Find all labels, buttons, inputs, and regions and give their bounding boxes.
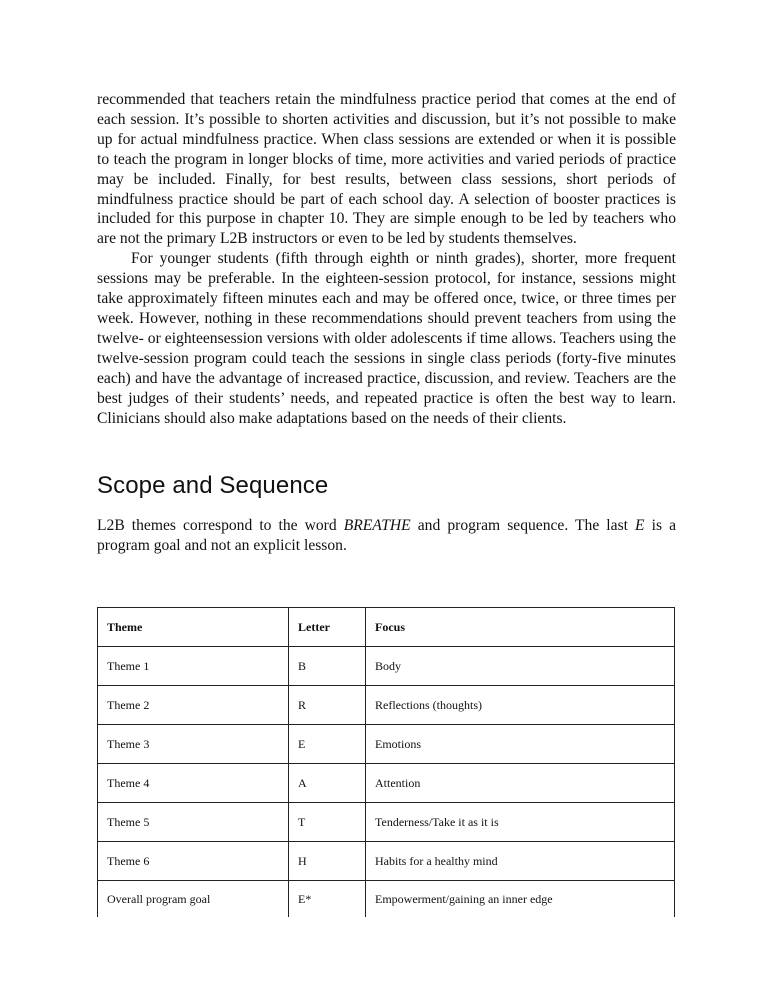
cell-focus: Reflections (thoughts)	[366, 686, 675, 725]
cell-theme: Theme 6	[98, 842, 289, 881]
themes-table	[97, 607, 675, 917]
intro-text-1: L2B themes correspond to the word	[97, 517, 344, 535]
header-theme: Theme	[98, 608, 289, 647]
table-row	[98, 881, 675, 918]
section-intro	[97, 516, 676, 556]
cell-theme: Theme 5	[98, 803, 289, 842]
cell-letter: A	[289, 764, 366, 803]
body-paragraph-2: For younger students (fifth through eighth or ninth grades), shorter, more frequent sessions may be preferable. In the eighteen-session protocol, for instance, sessions might take approximately fifteen minutes each and may be offered once, twice, or three times per week. However, nothing in these recommendations should prevent teachers from using the twelve- or eighteensession versions with older adolescents if time allows. Teachers using the twelve-session program could teach the sessions in single class periods (forty-five minutes each) and have the advantage of increased practice, discussion, and review. Teachers are the best judges of their students’ needs, and repeated practice is often the best way to learn. Clinicians should also make adaptations based on the needs of their clients.	[97, 250, 676, 427]
body-paragraph-1: recommended that teachers retain the mindfulness practice period that comes at the end of each session. It’s possible to shorten activities and discussion, but it’s not possible to make up for actual mindfulness practice. When class sessions are extended or when it is possible to teach the program in longer blocks of time, more activities and varied periods of practice may be included. Finally, for best results, between class sessions, short periods of mindfulness practice should be part of each school day. A selection of booster practices is included for this purpose in chapter 10. They are simple enough to be led by teachers who are not the primary L2B instructors or even to be led by students themselves.	[97, 91, 676, 248]
table-header-row	[98, 608, 675, 647]
table-row	[98, 842, 675, 881]
cell-letter: H	[289, 842, 366, 881]
cell-theme: Overall program goal	[98, 881, 289, 918]
intro-emphasis-e: E	[635, 517, 645, 535]
intro-emphasis-breathe: BREATHE	[343, 517, 411, 535]
cell-theme: Theme 3	[98, 725, 289, 764]
page-body	[97, 90, 676, 556]
cell-focus: Attention	[366, 764, 675, 803]
cell-focus: Tenderness/Take it as it is	[366, 803, 675, 842]
cell-focus: Habits for a healthy mind	[366, 842, 675, 881]
cell-focus: Emotions	[366, 725, 675, 764]
cell-theme: Theme 2	[98, 686, 289, 725]
intro-text-2: and program sequence. The last	[410, 517, 636, 535]
header-letter: Letter	[289, 608, 366, 647]
cell-theme: Theme 4	[98, 764, 289, 803]
table-row	[98, 764, 675, 803]
header-focus: Focus	[366, 608, 675, 647]
cell-letter: E	[289, 725, 366, 764]
table-row	[98, 686, 675, 725]
cell-letter: E*	[289, 881, 366, 918]
cell-focus: Empowerment/gaining an inner edge	[366, 881, 675, 918]
intro-text-3: is a program goal and not an explicit lesson.	[97, 517, 676, 555]
section-heading: Scope and Sequence	[97, 472, 329, 500]
table-row	[98, 647, 675, 686]
table-row	[98, 725, 675, 764]
table-row	[98, 803, 675, 842]
cell-letter: B	[289, 647, 366, 686]
cell-letter: R	[289, 686, 366, 725]
cell-theme: Theme 1	[98, 647, 289, 686]
cell-letter: T	[289, 803, 366, 842]
cell-focus: Body	[366, 647, 675, 686]
